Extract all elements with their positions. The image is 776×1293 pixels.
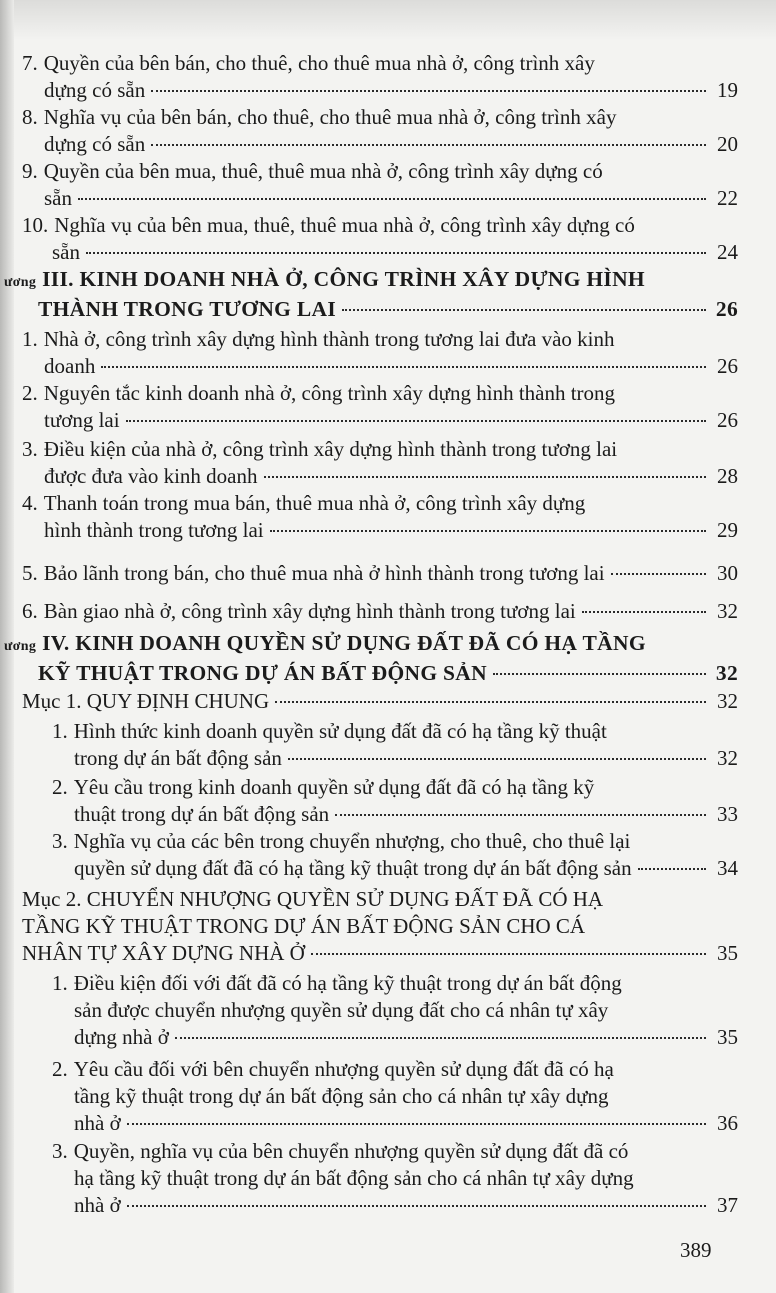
- entry-title-line: Hình thức kinh doanh quyền sử dụng đất đã có hạ tầng kỹ thuật: [73, 719, 607, 743]
- entry-page-number: 33: [717, 802, 738, 826]
- entry-page-number: 24: [717, 240, 738, 264]
- entry-title-line: trong dự án bất động sản: [74, 746, 282, 770]
- dot-leader: [78, 198, 706, 200]
- entry-title-line: hình thành trong tương lai: [44, 518, 264, 542]
- entry-title-line: Mục 2. CHUYỂN NHƯỢNG QUYỀN SỬ DỤNG ĐẤT ĐÃ CÓ HẠ: [22, 887, 604, 911]
- dot-leader: [101, 366, 706, 368]
- dot-leader: [270, 530, 706, 532]
- entry-number: 8.: [22, 105, 38, 129]
- entry-number: 7.: [22, 51, 38, 75]
- entry-page-number: 26: [717, 354, 738, 378]
- entry-title-line: TẦNG KỸ THUẬT TRONG DỰ ÁN BẤT ĐỘNG SẢN CHO CÁ: [22, 914, 586, 938]
- entry-title-line: KỸ THUẬT TRONG DỰ ÁN BẤT ĐỘNG SẢN: [38, 661, 487, 685]
- entry-page-number: 19: [717, 78, 738, 102]
- entry-number: 2.: [52, 775, 68, 799]
- dot-leader: [493, 673, 706, 675]
- toc-entry: [22, 326, 738, 380]
- entry-page-number: 26: [717, 408, 738, 432]
- entry-title-line: IV. KINH DOANH QUYỀN SỬ DỤNG ĐẤT ĐÃ CÓ HẠ TẦNG: [42, 631, 646, 655]
- dot-leader: [175, 1037, 706, 1039]
- entry-title-line: nhà ở: [74, 1193, 121, 1217]
- entry-title-line: THÀNH TRONG TƯƠNG LAI: [38, 297, 336, 321]
- entry-page-number: 32: [717, 599, 738, 623]
- entry-title-line: được đưa vào kinh doanh: [44, 464, 258, 488]
- entry-title-line: nhà ở: [74, 1111, 121, 1135]
- toc-entry: [52, 1138, 738, 1219]
- dot-leader: [288, 758, 706, 760]
- entry-page-number: 37: [717, 1193, 738, 1217]
- entry-page-number: 36: [717, 1111, 738, 1135]
- entry-title-line: Điều kiện của nhà ở, công trình xây dựng hình thành trong tương lai: [43, 437, 618, 461]
- entry-page-number: 26: [715, 297, 738, 321]
- dot-leader: [275, 701, 706, 703]
- entry-page-number: 30: [717, 561, 738, 585]
- toc-chapter: [4, 266, 738, 323]
- entry-title-line: hạ tầng kỹ thuật trong dự án bất động sản cho cá nhân tự xây dựng: [74, 1166, 634, 1190]
- entry-title-line: Bàn giao nhà ở, công trình xây dựng hình thành trong tương lai: [43, 599, 576, 623]
- dot-leader: [151, 144, 706, 146]
- toc-entry: [22, 212, 738, 266]
- toc-section: [22, 886, 738, 967]
- dot-leader: [311, 953, 706, 955]
- dot-leader: [342, 309, 706, 311]
- entry-title-line: tương lai: [44, 408, 120, 432]
- entry-title-line: Nghĩa vụ của bên bán, cho thuê, cho thuê mua nhà ở, công trình xây: [43, 105, 617, 129]
- dot-leader: [638, 868, 706, 870]
- entry-number: 1.: [52, 719, 68, 743]
- entry-page-number: 22: [717, 186, 738, 210]
- entry-number: 2.: [22, 381, 38, 405]
- entry-title-line: Điều kiện đối với đất đã có hạ tầng kỹ thuật trong dự án bất động: [73, 971, 622, 995]
- entry-title-line: NHÂN TỰ XÂY DỰNG NHÀ Ở: [22, 941, 305, 965]
- toc-entry: [22, 380, 738, 434]
- dot-leader: [127, 1123, 706, 1125]
- dot-leader: [126, 420, 706, 422]
- entry-page-number: 35: [717, 941, 738, 965]
- entry-title-line: Nghĩa vụ của các bên trong chuyển nhượng, cho thuê, cho thuê lại: [73, 829, 631, 853]
- toc-entry: [52, 828, 738, 882]
- entry-title-line: sản được chuyển nhượng quyền sử dụng đất cho cá nhân tự xây: [74, 998, 609, 1022]
- dot-leader: [611, 573, 706, 575]
- toc-entry: [52, 774, 738, 828]
- entry-title-line: Quyền, nghĩa vụ của bên chuyển nhượng quyền sử dụng đất đã có: [73, 1139, 629, 1163]
- toc-entry: [52, 970, 738, 1051]
- entry-page-number: 32: [717, 689, 738, 713]
- entry-title-line: III. KINH DOANH NHÀ Ở, CÔNG TRÌNH XÂY DỰNG HÌNH: [42, 267, 645, 291]
- chapter-prefix: ương: [4, 639, 37, 654]
- entry-page-number: 35: [717, 1025, 738, 1049]
- chapter-prefix: ương: [4, 275, 37, 290]
- entry-title-line: Mục 1. QUY ĐỊNH CHUNG: [22, 689, 270, 713]
- page-top-shadow: [0, 0, 776, 40]
- entry-title-line: Yêu cầu đối với bên chuyển nhượng quyền sử dụng đất đã có hạ: [73, 1057, 614, 1081]
- entry-title-line: Quyền của bên bán, cho thuê, cho thuê mua nhà ở, công trình xây: [43, 51, 595, 75]
- dot-leader: [151, 90, 706, 92]
- entry-number: 5.: [22, 561, 38, 585]
- entry-number: 2.: [52, 1057, 68, 1081]
- entry-page-number: 32: [715, 661, 738, 685]
- entry-number: 10.: [22, 213, 49, 237]
- dot-leader: [335, 814, 706, 816]
- entry-title-line: thuật trong dự án bất động sản: [74, 802, 330, 826]
- entry-title-line: tầng kỹ thuật trong dự án bất động sản cho cá nhân tự xây dựng: [74, 1084, 609, 1108]
- toc-section: [22, 688, 738, 715]
- entry-number: 3.: [52, 1139, 68, 1163]
- entry-number: 1.: [22, 327, 38, 351]
- dot-leader: [582, 611, 706, 613]
- entry-title-line: Thanh toán trong mua bán, thuê mua nhà ở, công trình xây dựng: [43, 491, 586, 515]
- toc-entry: [52, 718, 738, 772]
- entry-title-line: doanh: [44, 354, 96, 378]
- entry-number: 3.: [52, 829, 68, 853]
- entry-title-line: dựng nhà ở: [74, 1025, 169, 1049]
- entry-title-line: Nghĩa vụ của bên mua, thuê, thuê mua nhà ở, công trình xây dựng có: [54, 213, 635, 237]
- dot-leader: [264, 476, 707, 478]
- toc-entry: [22, 158, 738, 212]
- entry-page-number: 20: [717, 132, 738, 156]
- entry-number: 1.: [52, 971, 68, 995]
- entry-page-number: 34: [717, 856, 738, 880]
- entry-title-line: dựng có sẵn: [44, 78, 146, 102]
- page-number: 389: [680, 1238, 712, 1262]
- entry-page-number: 28: [717, 464, 738, 488]
- entry-title-line: Nhà ở, công trình xây dựng hình thành trong tương lai đưa vào kinh: [43, 327, 615, 351]
- toc-entry: [22, 104, 738, 158]
- entry-number: 9.: [22, 159, 38, 183]
- entry-number: 4.: [22, 491, 38, 515]
- toc-entry: [22, 560, 738, 587]
- toc-entry: [52, 1056, 738, 1137]
- entry-title-line: Nguyên tắc kinh doanh nhà ở, công trình xây dựng hình thành trong: [43, 381, 616, 405]
- entry-page-number: 29: [717, 518, 738, 542]
- entry-title-line: sẵn: [52, 240, 80, 264]
- toc-entry: [22, 50, 738, 104]
- dot-leader: [127, 1205, 706, 1207]
- dot-leader: [86, 252, 706, 254]
- entry-title-line: Yêu cầu trong kinh doanh quyền sử dụng đất đã có hạ tầng kỹ: [73, 775, 595, 799]
- entry-number: 3.: [22, 437, 38, 461]
- toc-chapter: [4, 630, 738, 687]
- entry-title-line: quyền sử dụng đất đã có hạ tầng kỹ thuật trong dự án bất động sản: [74, 856, 632, 880]
- entry-page-number: 32: [717, 746, 738, 770]
- entry-title-line: dựng có sẵn: [44, 132, 146, 156]
- toc-entry: [22, 490, 738, 544]
- toc-entry: [22, 598, 738, 625]
- entry-number: 6.: [22, 599, 38, 623]
- entry-title-line: sẵn: [44, 186, 72, 210]
- entry-title-line: Bảo lãnh trong bán, cho thuê mua nhà ở hình thành trong tương lai: [43, 561, 605, 585]
- toc-entry: [22, 436, 738, 490]
- entry-title-line: Quyền của bên mua, thuê, thuê mua nhà ở, công trình xây dựng có: [43, 159, 603, 183]
